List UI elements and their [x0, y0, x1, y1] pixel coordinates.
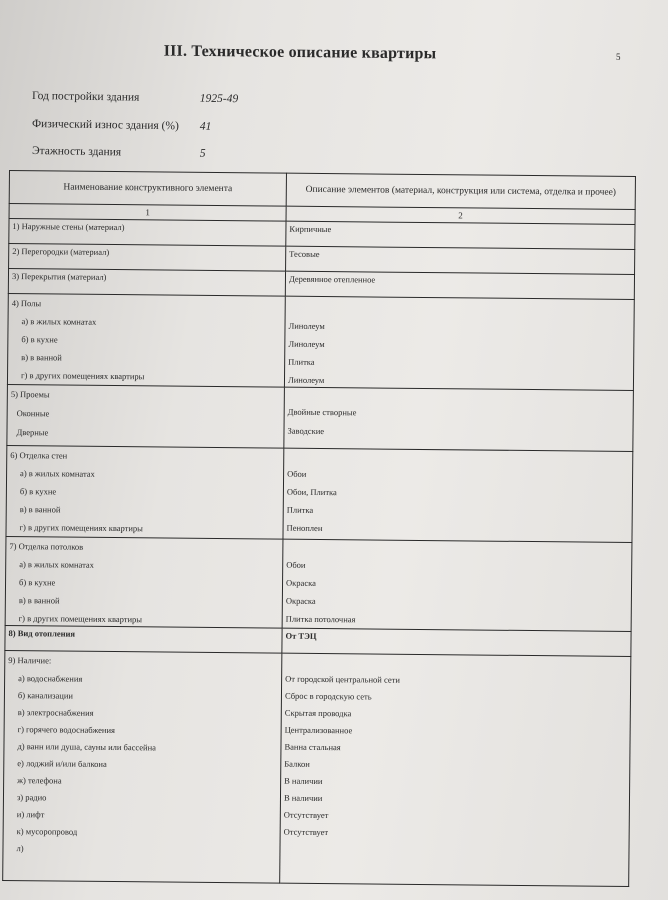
build-year-line	[32, 90, 238, 105]
presence-item-value: Централизованное	[284, 724, 353, 736]
floors-item-label: в) в ванной	[21, 352, 62, 363]
walls-item-value: Обои	[287, 468, 307, 479]
row-value: Тесовые	[286, 246, 635, 274]
ceilings-item-label: г) в других помещениях квартиры	[18, 613, 143, 625]
presence-item-label: а) водоснабжения	[18, 673, 83, 684]
walls-row	[6, 445, 633, 542]
page-number: 5	[616, 52, 621, 62]
openings-row	[7, 384, 634, 451]
wear-label: Физический износ здания (%)	[31, 118, 179, 133]
presence-item-label: г) горячего водоснабжения	[17, 724, 116, 736]
presence-item-value: От городской центральной сети	[285, 673, 400, 685]
presence-item-value: В наличии	[283, 792, 323, 804]
ceilings-row	[5, 536, 632, 631]
openings-item-label: Оконные	[16, 408, 50, 419]
floors-item-value: Плитка	[288, 356, 315, 367]
presence-item-label: е) лоджий и/или балкона	[17, 758, 107, 769]
build-year-label: Год постройки здания	[31, 90, 140, 104]
walls-values	[283, 448, 633, 542]
presence-item-value: В наличии	[284, 775, 323, 787]
presence-item-label: к) мусоропровод	[16, 826, 78, 837]
presence-item-label: в) электроснабжения	[17, 707, 94, 718]
presence-title: 9) Наличие:	[8, 655, 52, 666]
floors-item-label: г) в других помещениях квартиры	[20, 370, 145, 382]
ceilings-item-label: б) в кухне	[18, 577, 56, 588]
floors-labels	[7, 293, 285, 387]
heating-value: От ТЭЦ	[282, 628, 631, 656]
col1-number: 1	[9, 204, 286, 222]
openings-item-value: Двойные створные	[287, 406, 357, 418]
presence-item-label: з) радио	[16, 792, 47, 803]
walls-item-value: Обои, Плитка	[286, 486, 337, 498]
ceilings-item-label: а) в жилых комнатах	[19, 559, 94, 570]
col2-header: Описание элементов (материал, конструкция или система, отделка и прочее)	[286, 173, 635, 209]
ceilings-item-value: Обои	[286, 559, 306, 570]
ceilings-labels	[5, 536, 283, 628]
walls-item-label: б) в кухне	[19, 486, 57, 497]
floors-label: Этажность здания	[31, 145, 122, 159]
floors-values	[284, 296, 634, 390]
technical-table	[2, 170, 636, 887]
ceilings-item-label: в) в ванной	[18, 595, 60, 606]
floors-item-value: Линолеум	[287, 374, 325, 386]
page-title: III. Техническое описание квартиры	[163, 42, 437, 63]
openings-title: 5) Проемы	[10, 389, 50, 400]
presence-item-value: Отсутствует	[283, 826, 329, 838]
presence-item-value: Ванна стальная	[284, 741, 341, 753]
presence-item-value: Балкон	[284, 758, 310, 769]
openings-item-value: Заводские	[287, 425, 325, 437]
ceilings-item-value: Плитка потолочная	[285, 613, 356, 625]
presence-item-label: д) ванн или душа, сауны или бассейна	[17, 741, 157, 753]
presence-item-value: Отсутствует	[283, 809, 329, 821]
floors-item-value: Линолеум	[288, 338, 325, 350]
build-year-value: 1925-49	[199, 92, 239, 106]
walls-item-value: Пеноплен	[286, 522, 323, 534]
row-label: 1) Наружные стены (материал)	[9, 219, 286, 247]
floors-row	[7, 293, 634, 390]
presence-item-value: Скрытая проводка	[284, 707, 352, 719]
walls-item-value: Плитка	[286, 504, 314, 515]
heating-label: 8) Вид отопления	[5, 625, 282, 653]
floors-item-value: Линолеум	[288, 320, 325, 332]
col1-header: Наименование конструктивного элемента	[9, 171, 286, 207]
floors-line	[32, 145, 206, 160]
presence-item-label: ж) телефона	[17, 775, 62, 786]
openings-labels	[7, 384, 285, 448]
row-label: 2) Перегородки (материал)	[9, 244, 286, 272]
floors-title: 4) Полы	[11, 298, 42, 309]
presence-item-value: Сброс в городскую сеть	[284, 690, 372, 702]
walls-title: 6) Отделка стен	[10, 450, 68, 461]
openings-item-label: Дверные	[16, 427, 49, 438]
ceilings-values	[282, 539, 632, 631]
walls-item-label: в) в ванной	[19, 504, 61, 515]
walls-item-label: г) в других помещениях квартиры	[19, 522, 143, 534]
row-value: Деревянное отепленное	[285, 271, 634, 299]
floors-item-label: б) в кухне	[21, 334, 58, 345]
ceilings-item-value: Окраска	[285, 595, 316, 606]
wear-line	[32, 118, 212, 133]
floors-item-label: а) в жилых комнатах	[21, 316, 97, 327]
floors-value: 5	[199, 147, 206, 160]
ceilings-title: 7) Отделка потолков	[9, 541, 84, 552]
presence-item-label: и) лифт	[16, 809, 45, 820]
presence-row	[3, 650, 631, 886]
col2-number: 2	[286, 206, 635, 224]
presence-item-label: л)	[16, 843, 24, 854]
technical-table-wrapper	[2, 170, 635, 898]
wear-value: 41	[199, 120, 212, 133]
walls-labels	[6, 445, 284, 539]
row-label: 3) Перекрытия (материал)	[8, 269, 285, 297]
presence-item-label: б) канализации	[17, 690, 74, 701]
openings-values	[284, 387, 634, 451]
walls-item-label: а) в жилых комнатах	[20, 468, 95, 479]
presence-labels	[3, 650, 282, 883]
row-value: Кирпичные	[286, 221, 635, 249]
presence-values	[280, 653, 631, 886]
ceilings-item-value: Окраска	[286, 577, 316, 588]
